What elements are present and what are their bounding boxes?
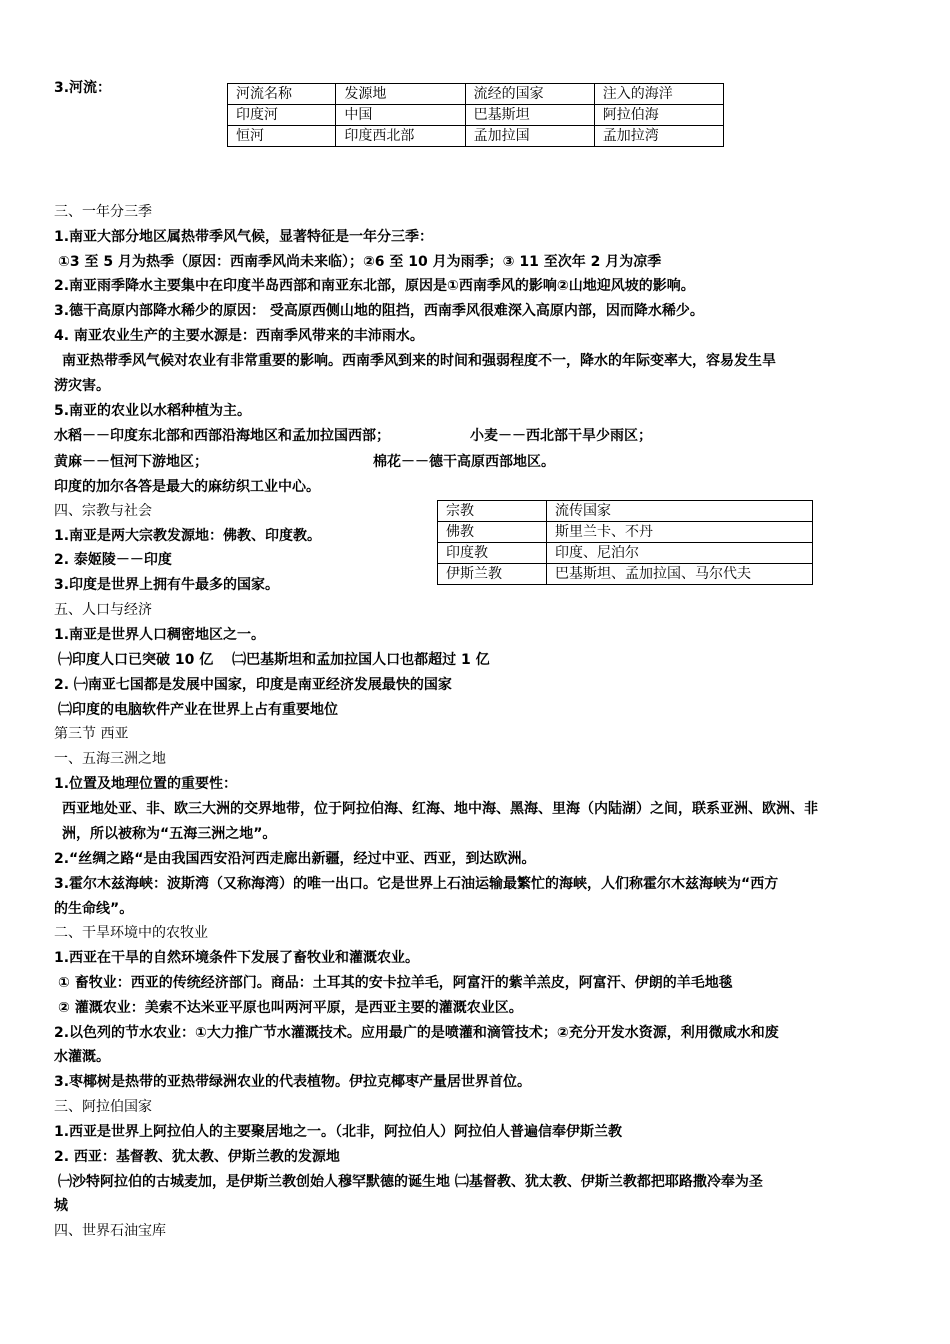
table-row [438, 522, 813, 543]
table-cell: 流经的国家 [465, 84, 594, 105]
section-heading: 三、一年分三季 [54, 204, 152, 220]
religion-table [437, 500, 813, 585]
text-line: ② 灌溉农业：美索不达米亚平原也叫两河平原，是西亚主要的灌溉农业区。 [58, 1000, 523, 1016]
table-cell: 孟加拉国 [465, 126, 594, 147]
text-line: 1.南亚大部分地区属热带季风气候，显著特征是一年分三季： [54, 229, 434, 245]
table-cell: 孟加拉湾 [594, 126, 723, 147]
text-line: 水灌溉。 [54, 1049, 110, 1065]
table-cell: 印度西北部 [336, 126, 465, 147]
text-line: 3.印度是世界上拥有牛最多的国家。 [54, 577, 280, 593]
text-line: 1.南亚是世界人口稠密地区之一。 [54, 627, 266, 643]
table-header-row [438, 501, 813, 522]
table-cell: 阿拉伯海 [594, 105, 723, 126]
text-line: ㈠沙特阿拉伯的古城麦加，是伊斯兰教创始人穆罕默德的诞生地 ㈡基督教、犹太教、伊斯兰教都把耶路撒冷奉为圣 [58, 1174, 763, 1190]
text-line: ㈡印度的电脑软件产业在世界上占有重要地位 [58, 702, 338, 718]
section-heading: 一、五海三洲之地 [54, 751, 166, 767]
table-cell: 印度、尼泊尔 [547, 543, 813, 564]
text-line: 洲，所以被称为“五海三洲之地”。 [62, 826, 277, 842]
text-line: 1.西亚是世界上阿拉伯人的主要聚居地之一。（北非，阿拉伯人）阿拉伯人普遍信奉伊斯兰教 [54, 1124, 623, 1140]
text-line: 4. 南亚农业生产的主要水源是：西南季风带来的丰沛雨水。 [54, 328, 424, 344]
text-line: 涝灾害。 [54, 378, 110, 394]
section-heading: 四、宗教与社会 [54, 503, 152, 519]
text-line: 3.德干高原内部降水稀少的原因： 受高原西侧山地的阻挡，西南季风很难深入高原内部，因而降水稀少。 [54, 303, 704, 319]
text-line: 黄麻－－恒河下游地区； [54, 454, 208, 470]
text-line: 小麦－－西北部干旱少雨区； [470, 428, 652, 444]
table-header-row [228, 84, 724, 105]
table-cell: 恒河 [228, 126, 336, 147]
text-line: 的生命线”。 [54, 901, 134, 917]
section-heading: 五、人口与经济 [54, 602, 152, 618]
table-cell: 巴基斯坦 [465, 105, 594, 126]
text-line: ① 畜牧业：西亚的传统经济部门。商品：土耳其的安卡拉羊毛，阿富汗的紫羊羔皮，阿富汗、伊朗的羊毛地毯 [58, 975, 733, 991]
table-cell: 注入的海洋 [594, 84, 723, 105]
text-line: 1.南亚是两大宗教发源地：佛教、印度教。 [54, 528, 322, 544]
table-row [228, 105, 724, 126]
rivers-heading: 3.河流： [54, 80, 112, 96]
text-line: 印度的加尔各答是最大的麻纺织工业中心。 [54, 479, 320, 495]
table-cell: 斯里兰卡、不丹 [547, 522, 813, 543]
river-table [227, 83, 724, 147]
table-cell: 伊斯兰教 [438, 564, 547, 585]
section-heading: 二、干旱环境中的农牧业 [54, 925, 208, 941]
table-cell: 河流名称 [228, 84, 336, 105]
text-line: 2. 西亚：基督教、犹太教、伊斯兰教的发源地 [54, 1149, 340, 1165]
table-cell: 流传国家 [547, 501, 813, 522]
text-line: 2.以色列的节水农业：①大力推广节水灌溉技术。应用最广的是喷灌和滴管技术；②充分开发水资源，利用微咸水和废 [54, 1025, 779, 1041]
text-line: 3.霍尔木兹海峡：波斯湾（又称海湾）的唯一出口。它是世界上石油运输最繁忙的海峡，人们称霍尔木兹海峡为“西方 [54, 876, 779, 892]
table-row [228, 126, 724, 147]
text-line: 2. ㈠南亚七国都是发展中国家，印度是南亚经济发展最快的国家 [54, 677, 452, 693]
table-row [438, 564, 813, 585]
text-line: 5.南亚的农业以水稻种植为主。 [54, 403, 252, 419]
table-cell: 巴基斯坦、孟加拉国、马尔代夫 [547, 564, 813, 585]
table-cell: 印度河 [228, 105, 336, 126]
section-heading: 第三节 西亚 [54, 726, 129, 742]
text-line: 2.南亚雨季降水主要集中在印度半岛西部和南亚东北部，原因是①西南季风的影响②山地迎风坡的影响。 [54, 278, 695, 294]
text-line: 1.位置及地理位置的重要性： [54, 776, 238, 792]
text-line: 南亚热带季风气候对农业有非常重要的影响。西南季风到来的时间和强弱程度不一，降水的年际变率大，容易发生旱 [62, 353, 776, 369]
text-line: 2.“丝绸之路“是由我国西安沿河西走廊出新疆，经过中亚、西亚，到达欧洲。 [54, 851, 536, 867]
text-line: 城 [54, 1198, 68, 1214]
table-cell: 发源地 [336, 84, 465, 105]
table-cell: 宗教 [438, 501, 547, 522]
text-line: 3.枣椰树是热带的亚热带绿洲农业的代表植物。伊拉克椰枣产量居世界首位。 [54, 1074, 532, 1090]
section-heading: 四、世界石油宝库 [54, 1223, 166, 1239]
text-line: 水稻－－印度东北部和西部沿海地区和孟加拉国西部； [54, 428, 390, 444]
text-line: 西亚地处亚、非、欧三大洲的交界地带，位于阿拉伯海、红海、地中海、黑海、里海（内陆湖）之间，联系亚洲、欧洲、非 [62, 801, 818, 817]
text-line: 1.西亚在干旱的自然环境条件下发展了畜牧业和灌溉农业。 [54, 950, 420, 966]
text-line: ①3 至 5 月为热季（原因：西南季风尚未来临）；②6 至 10 月为雨季；③ 11 至次年 2 月为凉季 [58, 254, 662, 270]
table-cell: 佛教 [438, 522, 547, 543]
table-cell: 中国 [336, 105, 465, 126]
table-cell: 印度教 [438, 543, 547, 564]
section-heading: 三、阿拉伯国家 [54, 1099, 152, 1115]
text-line: 棉花－－德干高原西部地区。 [373, 454, 555, 470]
text-line: ㈠印度人口已突破 10 亿 ㈡巴基斯坦和孟加拉国人口也都超过 1 亿 [58, 652, 490, 668]
table-row [438, 543, 813, 564]
text-line: 2. 泰姬陵－－印度 [54, 552, 172, 568]
